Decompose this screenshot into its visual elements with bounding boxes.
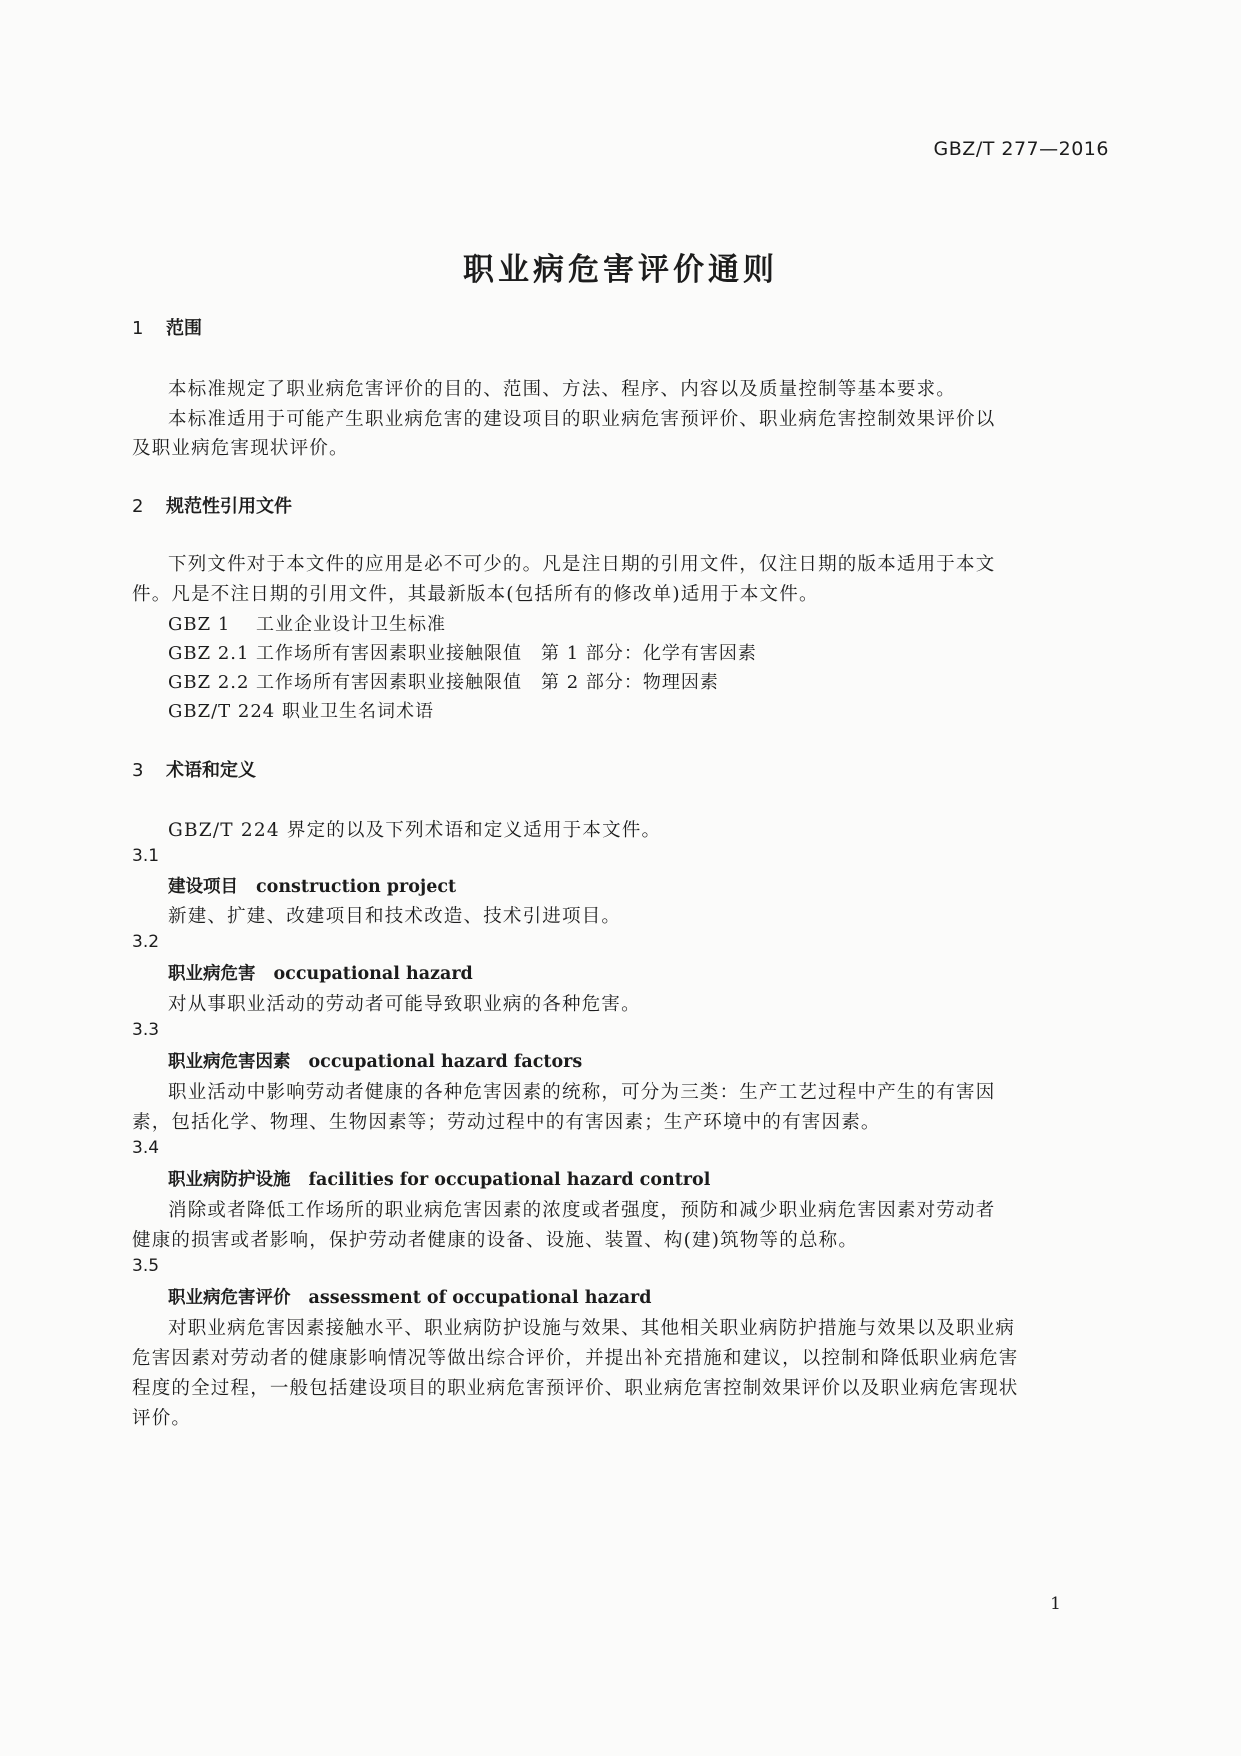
reference-title: 职业卫生名词术语 bbox=[282, 701, 434, 722]
section-title: 范围 bbox=[166, 318, 202, 339]
normative-intro-line-2: 件。凡是不注日期的引用文件，其最新版本(包括所有的修改单)适用于本文件。 bbox=[132, 584, 819, 605]
standard-code: GBZ/T 277—2016 bbox=[933, 138, 1109, 160]
term-heading bbox=[168, 1284, 652, 1309]
normative-intro-line-1: 下列文件对于本文件的应用是必不可少的。凡是注日期的引用文件，仅注日期的版本适用于本文 bbox=[168, 554, 996, 575]
reference-code: GBZ/T 224 bbox=[168, 701, 276, 722]
section-number: 3 bbox=[132, 760, 144, 781]
scope-paragraph-2-line-2: 及职业病危害现状评价。 bbox=[132, 438, 349, 459]
term-definition-line: 对职业病危害因素接触水平、职业病防护设施与效果、其他相关职业病防护措施与效果以及职业病 bbox=[168, 1318, 1016, 1339]
term-number: 3.4 bbox=[132, 1138, 160, 1158]
term-english: facilities for occupational hazard control bbox=[308, 1170, 711, 1190]
reference-item bbox=[168, 697, 434, 723]
section-number: 1 bbox=[132, 318, 144, 339]
term-number: 3.5 bbox=[132, 1256, 160, 1276]
reference-item bbox=[168, 668, 719, 694]
term-chinese: 建设项目 bbox=[168, 877, 238, 897]
page-number: 1 bbox=[1050, 1594, 1061, 1614]
reference-code: GBZ 2.2 bbox=[168, 672, 250, 693]
reference-item bbox=[168, 639, 757, 665]
scope-paragraph-2-line-1: 本标准适用于可能产生职业病危害的建设项目的职业病危害预评价、职业病危害控制效果评价以 bbox=[168, 409, 996, 430]
term-heading bbox=[168, 1048, 582, 1073]
term-english: occupational hazard factors bbox=[308, 1052, 583, 1072]
reference-title: 工作场所有害因素职业接触限值 第 1 部分：化学有害因素 bbox=[256, 643, 757, 664]
section-title: 术语和定义 bbox=[166, 760, 256, 781]
term-number: 3.2 bbox=[132, 932, 160, 952]
section-2-heading bbox=[132, 492, 292, 518]
term-english: assessment of occupational hazard bbox=[308, 1288, 652, 1308]
term-definition-line: 消除或者降低工作场所的职业病危害因素的浓度或者强度，预防和减少职业病危害因素对劳动者 bbox=[168, 1200, 996, 1221]
section-title: 规范性引用文件 bbox=[166, 496, 292, 517]
terms-intro: GBZ/T 224 界定的以及下列术语和定义适用于本文件。 bbox=[168, 820, 662, 841]
term-heading bbox=[168, 873, 456, 898]
term-definition-line: 程度的全过程，一般包括建设项目的职业病危害预评价、职业病危害控制效果评价以及职业病危害现状 bbox=[132, 1378, 1019, 1399]
document-title: 职业病危害评价通则 bbox=[463, 252, 778, 288]
term-definition-line: 素，包括化学、物理、生物因素等；劳动过程中的有害因素；生产环境中的有害因素。 bbox=[132, 1112, 881, 1133]
term-definition-line: 健康的损害或者影响，保护劳动者健康的设备、设施、装置、构(建)筑物等的总称。 bbox=[132, 1230, 859, 1251]
section-number: 2 bbox=[132, 496, 144, 517]
term-heading bbox=[168, 1166, 710, 1191]
term-chinese: 职业病危害因素 bbox=[168, 1052, 291, 1072]
reference-item bbox=[168, 610, 446, 636]
reference-title: 工业企业设计卫生标准 bbox=[256, 614, 446, 635]
term-definition-line: 危害因素对劳动者的健康影响情况等做出综合评价，并提出补充措施和建议，以控制和降低职业病危害 bbox=[132, 1348, 1019, 1369]
term-english: occupational hazard bbox=[273, 964, 473, 984]
term-definition-line: 评价。 bbox=[132, 1408, 192, 1429]
term-number: 3.1 bbox=[132, 846, 160, 866]
term-definition-line: 新建、扩建、改建项目和技术改造、技术引进项目。 bbox=[168, 906, 622, 927]
term-english: construction project bbox=[256, 877, 457, 897]
scope-paragraph-1: 本标准规定了职业病危害评价的目的、范围、方法、程序、内容以及质量控制等基本要求。 bbox=[168, 379, 957, 400]
term-number: 3.3 bbox=[132, 1020, 160, 1040]
section-1-heading bbox=[132, 314, 202, 340]
term-chinese: 职业病危害评价 bbox=[168, 1288, 291, 1308]
section-3-heading bbox=[132, 756, 256, 782]
term-definition-line: 职业活动中影响劳动者健康的各种危害因素的统称，可分为三类：生产工艺过程中产生的有害因 bbox=[168, 1082, 996, 1103]
reference-code: GBZ 2.1 bbox=[168, 643, 250, 664]
reference-code: GBZ 1 bbox=[168, 614, 231, 635]
reference-title: 工作场所有害因素职业接触限值 第 2 部分：物理因素 bbox=[256, 672, 719, 693]
term-chinese: 职业病危害 bbox=[168, 964, 256, 984]
term-heading bbox=[168, 960, 473, 985]
term-definition-line: 对从事职业活动的劳动者可能导致职业病的各种危害。 bbox=[168, 994, 641, 1015]
term-chinese: 职业病防护设施 bbox=[168, 1170, 291, 1190]
